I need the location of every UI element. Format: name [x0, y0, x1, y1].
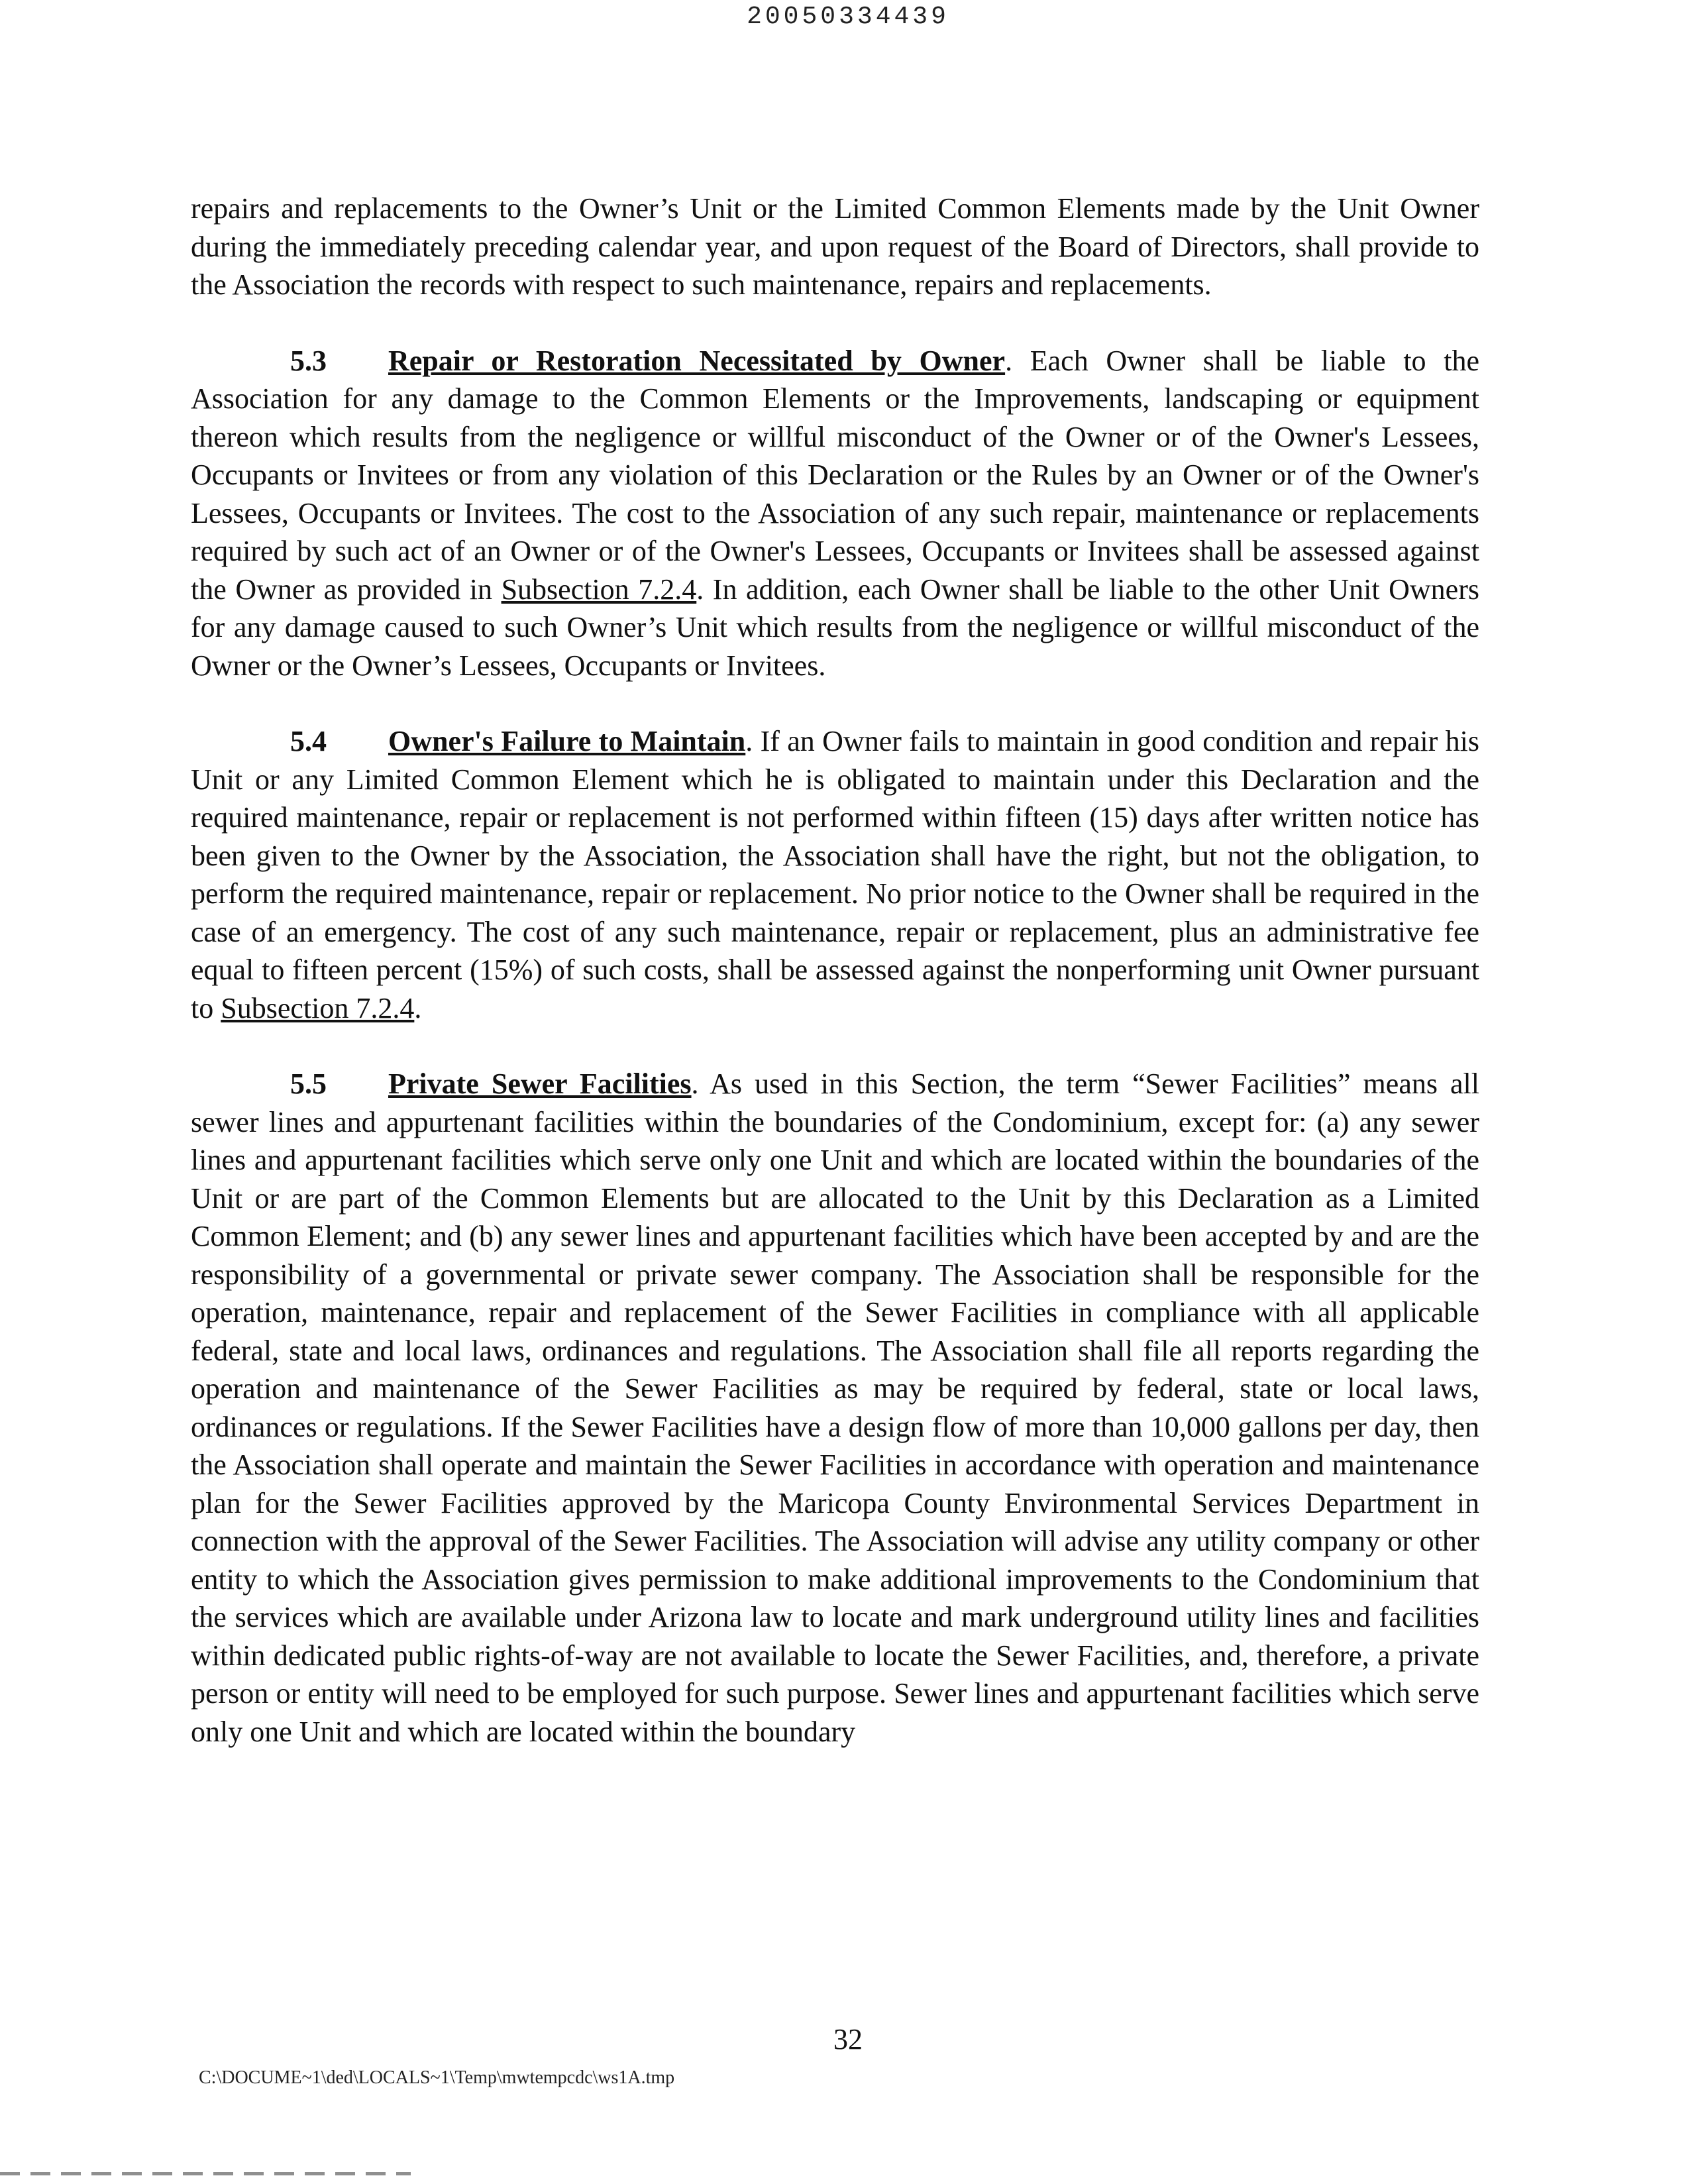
- section-text: . As used in this Section, the term “Sewer Facilities” means all sewer lines and appurtenant facilities within the boundaries of the Condominium, except for: (a) any sewer lines and appurtenant facilities which serve only one Unit and which are located within the boundaries of the Unit or are part of the Common Elements but are allocated to the Unit by this Declaration as a Limited Common Element; and (b) any sewer lines and appurtenant facilities which have been accepted by and are the responsibility of a governmental or private sewer company. The Association shall be responsible for the operation, maintenance, repair and replacement of the Sewer Facilities in compliance with all applicable federal, state and local laws, ordinances and regulations. The Association shall file all reports regarding the operation and maintenance of the Sewer Facilities as may be required by federal, state or local laws, ordinances or regulations. If the Sewer Facilities have a design flow of more than 10,000 gallons per day, then the Association shall operate and maintain the Sewer Facilities in accordance with operation and maintenance plan for the Sewer Facilities approved by the Maricopa County Environmental Services Department in connection with the approval of the Sewer Facilities. The Association will advise any utility company or other entity to which the Association gives permission to make additional improvements to the Condominium that the services which are available under Arizona law to locate and mark underground utility lines and facilities within dedicated public rights-of-way are not available to locate the Sewer Facilities, and, therefore, a private person or entity will need to be employed for such purpose. Sewer lines and appurtenant facilities which serve only one Unit and which are located within the boundary: [191, 1067, 1479, 1748]
- section-text: . In addition, each Owner shall be liable to the other Unit Owners for any damage caused to such Owner’s Unit which results from the negligence or willful misconduct of the Owner or the Owner’s Lessees, Occupants or Invitees.: [191, 573, 1479, 682]
- section-5-4: [191, 722, 1479, 1027]
- section-title: Private Sewer Facilities: [388, 1067, 692, 1100]
- section-text: .: [414, 991, 422, 1024]
- section-title: Owner's Failure to Maintain: [388, 725, 746, 757]
- file-path: C:\DOCUME~1\ded\LOCALS~1\Temp\mwtempcdc\ws1A.tmp: [199, 2067, 675, 2088]
- subsection-reference: Subsection 7.2.4: [501, 573, 697, 606]
- section-text: . Each Owner shall be liable to the Association for any damage to the Common Elements or the Improvements, landscaping or equipment thereon which results from the negligence or willful misconduct of the Owner or of the Owner's Lessees, Occupants or Invitees or from any violation of this Declaration or the Rules by an Owner or of the Owner's Lessees, Occupants or Invitees. The cost to the Association of any such repair, maintenance or replacements required by such act of an Owner or of the Owner's Lessees, Occupants or Invitees shall be assessed against the Owner as provided in: [191, 344, 1479, 606]
- section-text: . If an Owner fails to maintain in good condition and repair his Unit or any Limited Common Element which he is obligated to maintain under this Declaration and the required maintenance, repair or replacement is not performed within fifteen (15) days after written notice has been given to the Owner by the Association, the Association shall have the right, but not the obligation, to perform the required maintenance, repair or replacement. No prior notice to the Owner shall be required in the case of an emergency. The cost of any such maintenance, repair or replacement, plus an administrative fee equal to fifteen percent (15%) of such costs, shall be assessed against the nonperforming unit Owner pursuant to: [191, 725, 1479, 1024]
- section-title: Repair or Restoration Necessitated by Owner: [388, 344, 1006, 377]
- section-number: 5.5: [290, 1067, 327, 1100]
- subsection-reference: Subsection 7.2.4: [221, 991, 415, 1024]
- section-5-5: [191, 1065, 1479, 1751]
- page-number: 32: [833, 2023, 863, 2055]
- scan-artifact: [0, 2172, 411, 2175]
- continuation-paragraph: repairs and replacements to the Owner’s Unit or the Limited Common Elements made by the Unit Owner during the immediately preceding calendar year, and upon request of the Board of Directors, shall provide to the Association the records with respect to such maintenance, repairs and replacements.: [191, 192, 1479, 301]
- section-number: 5.4: [290, 725, 327, 757]
- section-5-3: [191, 342, 1479, 685]
- section-number: 5.3: [290, 344, 327, 377]
- document-number: 20050334439: [747, 3, 949, 31]
- document-body: [191, 190, 1479, 1788]
